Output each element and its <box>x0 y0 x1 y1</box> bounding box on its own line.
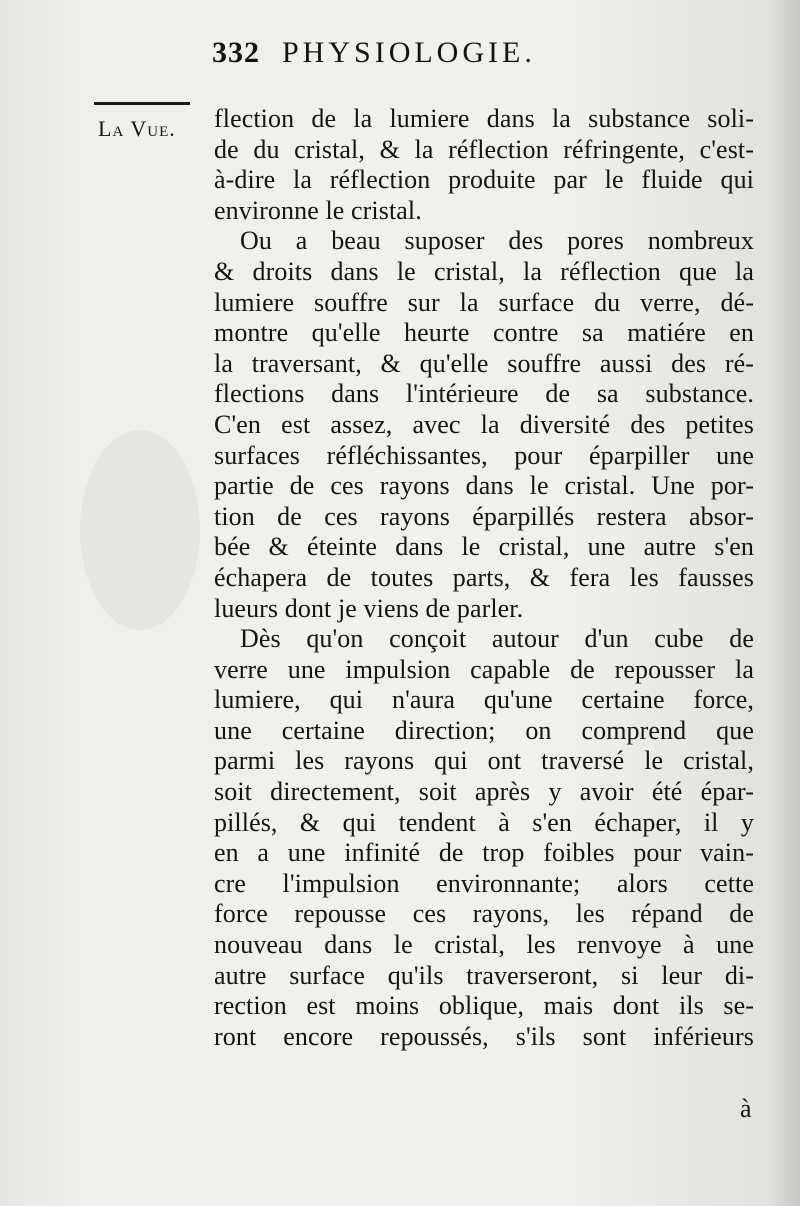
text-line: montre qu'elle heurte contre sa matiére en <box>214 318 754 348</box>
text-line: surfaces réfléchissantes, pour éparpiller une <box>214 440 754 470</box>
text-line: en a une infinité de trop foibles pour vain- <box>214 838 754 868</box>
margin-rule <box>94 102 190 105</box>
running-title: PHYSIOLOGIE. <box>282 36 536 69</box>
text-line: verre une impulsion capable de repousser la <box>214 654 754 684</box>
text-line: pillés, & qui tendent à s'en échaper, il y <box>214 807 754 837</box>
body-text <box>214 104 754 1052</box>
text-line: autre surface qu'ils traverseront, si leur di- <box>214 960 754 990</box>
text-line: flection de la lumiere dans la substance soli- <box>214 104 754 133</box>
text-line: lumiere, qui n'aura qu'une certaine force, <box>214 685 754 715</box>
text-line: Dès qu'on conçoit autour d'un cube de <box>240 624 754 654</box>
text-line: cre l'impulsion environnante; alors cette <box>214 868 754 898</box>
text-line: parmi les rayons qui ont traversé le cristal, <box>214 746 754 776</box>
page-header <box>212 36 642 76</box>
text-line: bée & éteinte dans le cristal, une autre s'en <box>214 532 754 562</box>
text-line: soit directement, soit après y avoir été épar- <box>214 777 754 807</box>
text-line: lueurs dont je viens de parler. <box>214 593 524 623</box>
text-line: C'en est assez, avec la diversité des petites <box>214 409 754 439</box>
text-line: échapera de toutes parts, & fera les fausses <box>214 562 754 592</box>
text-line: partie de ces rayons dans le cristal. Une por- <box>214 471 754 501</box>
catchword: à <box>740 1094 752 1123</box>
text-line: lumiere souffre sur la surface du verre, dé- <box>214 287 754 317</box>
text-line: ront encore repoussés, s'ils sont inférieurs <box>214 1021 754 1051</box>
text-line: nouveau dans le cristal, les renvoye à une <box>214 930 754 960</box>
text-line: force repousse ces rayons, les répand de <box>214 899 754 929</box>
show-through-smudge <box>80 430 200 630</box>
text-line: de du cristal, & la réflection réfringente, c'est- <box>214 134 754 164</box>
margin-note: La Vue. <box>98 116 176 141</box>
text-line: à-dire la réflection produite par le fluide qui <box>214 165 754 195</box>
text-line: tion de ces rayons éparpillés restera absor- <box>214 501 754 531</box>
text-line: une certaine direction; on comprend que <box>214 715 754 745</box>
text-line: la traversant, & qu'elle souffre aussi des ré- <box>214 348 754 378</box>
text-line: environne le cristal. <box>214 195 422 225</box>
text-line: rection est moins oblique, mais dont ils se- <box>214 991 754 1021</box>
text-line: Ou a beau suposer des pores nombreux <box>240 226 754 256</box>
page-number: 332 <box>212 36 260 69</box>
text-line: flections dans l'intérieure de sa substance. <box>214 379 754 409</box>
text-line: & droits dans le cristal, la réflection que la <box>214 256 754 286</box>
